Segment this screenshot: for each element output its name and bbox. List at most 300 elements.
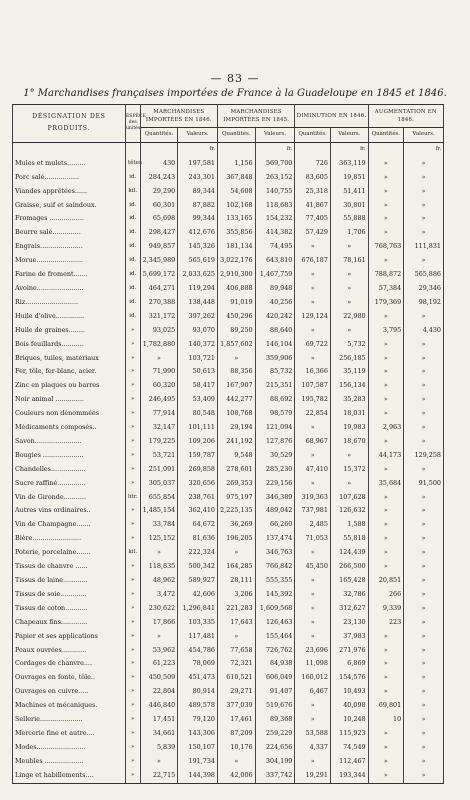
unit-cell: id. bbox=[125, 199, 140, 213]
value-cell: 975,197 bbox=[217, 491, 255, 505]
value-cell: 451,473 bbox=[178, 671, 218, 685]
value-cell: 1,609,568 bbox=[255, 602, 295, 616]
product-name-cell: Mercerie fine et autre.... bbox=[13, 727, 126, 741]
value-cell: 18,031 bbox=[330, 407, 368, 421]
value-cell: 89,344 bbox=[178, 185, 218, 199]
value-cell: 565,886 bbox=[404, 268, 444, 282]
value-cell: » bbox=[295, 713, 331, 727]
value-cell: 108,768 bbox=[217, 407, 255, 421]
unit-cell: » bbox=[125, 504, 140, 518]
value-cell: 229,156 bbox=[255, 477, 295, 491]
table-row bbox=[13, 185, 444, 199]
table-row bbox=[13, 324, 444, 338]
value-cell: 54,608 bbox=[217, 185, 255, 199]
value-cell: 99,344 bbox=[178, 212, 218, 226]
table-row bbox=[13, 769, 444, 783]
product-name-cell: Meubles ................... bbox=[13, 755, 126, 769]
value-cell: » bbox=[295, 574, 331, 588]
value-cell: » bbox=[295, 699, 331, 713]
value-cell: 65,698 bbox=[140, 212, 178, 226]
value-cell: 84,938 bbox=[255, 657, 295, 671]
value-cell: 223 bbox=[368, 616, 404, 630]
qty-header: Quantités. bbox=[368, 128, 404, 143]
value-cell: 346,389 bbox=[255, 491, 295, 505]
value-cell: 124,439 bbox=[330, 546, 368, 560]
value-cell: 337,742 bbox=[255, 769, 295, 783]
value-cell: 129,258 bbox=[404, 449, 444, 463]
value-cell: 140,372 bbox=[178, 338, 218, 352]
value-cell: 362,410 bbox=[178, 504, 218, 518]
value-cell: » bbox=[368, 741, 404, 755]
product-name-cell: Peaux ouvrées............ bbox=[13, 644, 126, 658]
unit-cell: » bbox=[125, 379, 140, 393]
value-cell: 102,168 bbox=[217, 199, 255, 213]
value-cell: 115,923 bbox=[330, 727, 368, 741]
value-cell: 125,152 bbox=[140, 532, 178, 546]
table-row bbox=[13, 644, 444, 658]
table-row bbox=[13, 171, 444, 185]
value-cell: 320,656 bbox=[178, 477, 218, 491]
table-row bbox=[13, 199, 444, 213]
value-cell: 30,801 bbox=[330, 199, 368, 213]
value-cell: » bbox=[404, 157, 444, 171]
value-cell: 4,430 bbox=[404, 324, 444, 338]
value-cell: 2,345,989 bbox=[140, 254, 178, 268]
value-cell: » bbox=[217, 546, 255, 560]
value-cell: 42,006 bbox=[217, 769, 255, 783]
value-cell: 154,232 bbox=[255, 212, 295, 226]
value-cell: » bbox=[404, 644, 444, 658]
value-cell: 321,172 bbox=[140, 310, 178, 324]
table-row bbox=[13, 532, 444, 546]
value-cell: 89,368 bbox=[255, 713, 295, 727]
unit-cell: id. bbox=[125, 296, 140, 310]
value-cell: 3,795 bbox=[368, 324, 404, 338]
value-cell: 259,229 bbox=[255, 727, 295, 741]
value-cell: 29,346 bbox=[404, 282, 444, 296]
value-cell: 256,185 bbox=[330, 352, 368, 366]
value-cell: 269,353 bbox=[217, 477, 255, 491]
value-cell: 367,848 bbox=[217, 171, 255, 185]
value-cell: 117,481 bbox=[178, 630, 218, 644]
product-name-cell: Fer, tôle, fer-blanc, acier. bbox=[13, 365, 126, 379]
value-cell: » bbox=[217, 630, 255, 644]
unit-cell: id. bbox=[125, 268, 140, 282]
value-cell: 103,721 bbox=[178, 352, 218, 366]
value-cell: 77,914 bbox=[140, 407, 178, 421]
value-cell: 224,656 bbox=[255, 741, 295, 755]
value-cell: » bbox=[404, 657, 444, 671]
value-cell: » bbox=[404, 518, 444, 532]
value-cell: 18,670 bbox=[330, 435, 368, 449]
value-cell: 222,324 bbox=[178, 546, 218, 560]
unit-cell: » bbox=[125, 741, 140, 755]
table-header-row bbox=[13, 105, 444, 128]
value-cell: 30,529 bbox=[255, 449, 295, 463]
table-row bbox=[13, 491, 444, 505]
value-cell: » bbox=[368, 352, 404, 366]
value-cell: » bbox=[295, 546, 331, 560]
value-cell: 150,107 bbox=[178, 741, 218, 755]
unit-cell: » bbox=[125, 449, 140, 463]
table-row bbox=[13, 157, 444, 171]
value-cell: 126,463 bbox=[255, 616, 295, 630]
unit-cell: » bbox=[125, 421, 140, 435]
value-cell: 450,296 bbox=[217, 310, 255, 324]
table-row bbox=[13, 741, 444, 755]
value-cell: » bbox=[404, 393, 444, 407]
table-row bbox=[13, 699, 444, 713]
value-cell: 41,867 bbox=[295, 199, 331, 213]
value-cell: 4,337 bbox=[295, 741, 331, 755]
value-cell: » bbox=[295, 477, 331, 491]
value-cell: 5,732 bbox=[330, 338, 368, 352]
product-name-cell: Engrais..................... bbox=[13, 240, 126, 254]
value-cell: 74,549 bbox=[330, 741, 368, 755]
table-row bbox=[13, 268, 444, 282]
value-cell: 93,070 bbox=[178, 324, 218, 338]
unit-cell: » bbox=[125, 574, 140, 588]
value-cell: » bbox=[404, 504, 444, 518]
table-row bbox=[13, 477, 444, 491]
value-cell: » bbox=[368, 560, 404, 574]
value-cell: » bbox=[404, 630, 444, 644]
value-cell: 6,869 bbox=[330, 657, 368, 671]
unit-cell: id. bbox=[125, 226, 140, 240]
value-cell: 22,854 bbox=[295, 407, 331, 421]
product-name-cell: Tissus de coton........... bbox=[13, 602, 126, 616]
value-cell: » bbox=[368, 504, 404, 518]
value-cell: 359,906 bbox=[255, 352, 295, 366]
value-cell: » bbox=[404, 435, 444, 449]
value-cell: 17,461 bbox=[217, 713, 255, 727]
unit-cell: » bbox=[125, 352, 140, 366]
table-row bbox=[13, 504, 444, 518]
table-row bbox=[13, 254, 444, 268]
group-header-1846: MARCHANDISES IMPORTÉES EN 1846. bbox=[140, 105, 217, 128]
product-name-cell: Ouvrages en fonte, tôle.. bbox=[13, 671, 126, 685]
value-cell: 606,049 bbox=[255, 671, 295, 685]
value-cell: 1,156 bbox=[217, 157, 255, 171]
unit-cell: » bbox=[125, 657, 140, 671]
product-name-cell: Bière........................ bbox=[13, 532, 126, 546]
value-cell: 737,981 bbox=[295, 504, 331, 518]
value-cell: 164,285 bbox=[217, 560, 255, 574]
table-row bbox=[13, 393, 444, 407]
table-row bbox=[13, 727, 444, 741]
value-cell: 101,111 bbox=[178, 421, 218, 435]
table-row bbox=[13, 379, 444, 393]
value-cell: » bbox=[330, 449, 368, 463]
import-table bbox=[12, 104, 444, 784]
value-cell: 144,398 bbox=[178, 769, 218, 783]
value-cell: 74,495 bbox=[255, 240, 295, 254]
value-cell: 91,407 bbox=[255, 685, 295, 699]
value-cell: 195,782 bbox=[295, 393, 331, 407]
value-cell: 22,715 bbox=[140, 769, 178, 783]
value-cell: 160,012 bbox=[295, 671, 331, 685]
unit-cell: » bbox=[125, 518, 140, 532]
value-cell: » bbox=[295, 755, 331, 769]
value-cell: 80,914 bbox=[178, 685, 218, 699]
value-cell: 66,260 bbox=[255, 518, 295, 532]
value-cell: 61,223 bbox=[140, 657, 178, 671]
value-cell: » bbox=[404, 421, 444, 435]
value-cell: 355,856 bbox=[217, 226, 255, 240]
value-cell: » bbox=[368, 226, 404, 240]
value-cell: 29,271 bbox=[217, 685, 255, 699]
value-cell: 17,643 bbox=[217, 616, 255, 630]
value-cell: » bbox=[404, 671, 444, 685]
value-cell: 87,209 bbox=[217, 727, 255, 741]
value-cell: » bbox=[368, 379, 404, 393]
value-cell: » bbox=[404, 365, 444, 379]
value-cell: » bbox=[368, 435, 404, 449]
product-name-cell: Huile d'olive.............. bbox=[13, 310, 126, 324]
value-cell: 77,658 bbox=[217, 644, 255, 658]
table-row bbox=[13, 755, 444, 769]
product-name-cell: Huile de graines........ bbox=[13, 324, 126, 338]
value-cell: 91,500 bbox=[404, 477, 444, 491]
value-cell: 454,786 bbox=[178, 644, 218, 658]
value-cell: 34,661 bbox=[140, 727, 178, 741]
product-name-cell: Sellerie..................... bbox=[13, 713, 126, 727]
value-cell: 363,119 bbox=[330, 157, 368, 171]
value-cell: » bbox=[368, 769, 404, 783]
value-cell: » bbox=[368, 365, 404, 379]
value-cell: 489,042 bbox=[255, 504, 295, 518]
unit-cell: » bbox=[125, 560, 140, 574]
value-cell: » bbox=[217, 352, 255, 366]
value-cell: » bbox=[368, 685, 404, 699]
value-cell: » bbox=[368, 518, 404, 532]
value-cell: » bbox=[404, 185, 444, 199]
unit-cell: » bbox=[125, 727, 140, 741]
value-cell: 312,627 bbox=[330, 602, 368, 616]
value-cell: 53,588 bbox=[295, 727, 331, 741]
value-cell: » bbox=[368, 310, 404, 324]
value-cell: 118,683 bbox=[255, 199, 295, 213]
value-cell: 676,187 bbox=[295, 254, 331, 268]
unit-cell: » bbox=[125, 671, 140, 685]
value-cell: 32,786 bbox=[330, 588, 368, 602]
group-header-augmentation: AUGMENTATION EN 1846. bbox=[368, 105, 443, 128]
value-cell: 1,467,759 bbox=[255, 268, 295, 282]
value-cell: » bbox=[404, 616, 444, 630]
value-cell: 215,351 bbox=[255, 379, 295, 393]
value-cell: 48,962 bbox=[140, 574, 178, 588]
value-cell: 500,342 bbox=[178, 560, 218, 574]
value-cell: » bbox=[404, 699, 444, 713]
value-cell: 278,601 bbox=[217, 463, 255, 477]
product-name-cell: Beurre salé.............. bbox=[13, 226, 126, 240]
value-cell: 319,363 bbox=[295, 491, 331, 505]
value-cell: 47,410 bbox=[295, 463, 331, 477]
value-cell: 55,888 bbox=[330, 212, 368, 226]
value-cell: 145,392 bbox=[255, 588, 295, 602]
value-cell: 2,225,135 bbox=[217, 504, 255, 518]
value-cell: » bbox=[330, 282, 368, 296]
value-cell: 36,269 bbox=[217, 518, 255, 532]
value-cell: 78,161 bbox=[330, 254, 368, 268]
product-name-cell: Chapeaux fins............. bbox=[13, 616, 126, 630]
value-cell: 238,761 bbox=[178, 491, 218, 505]
value-cell: » bbox=[217, 755, 255, 769]
value-cell: 44,173 bbox=[368, 449, 404, 463]
value-cell: 140,755 bbox=[255, 185, 295, 199]
value-cell: 19,291 bbox=[295, 769, 331, 783]
table-row bbox=[13, 338, 444, 352]
table-row bbox=[13, 588, 444, 602]
value-cell: 655,854 bbox=[140, 491, 178, 505]
value-cell: 156,134 bbox=[330, 379, 368, 393]
product-name-cell: Bois feuillards........... bbox=[13, 338, 126, 352]
value-cell: 145,326 bbox=[178, 240, 218, 254]
unit-cell: » bbox=[125, 616, 140, 630]
value-cell: 107,628 bbox=[330, 491, 368, 505]
product-name-cell: Farine de froment....... bbox=[13, 268, 126, 282]
value-cell: 64,672 bbox=[178, 518, 218, 532]
value-cell: » bbox=[404, 532, 444, 546]
value-cell: 129,124 bbox=[295, 310, 331, 324]
product-name-cell: Savon....................... bbox=[13, 435, 126, 449]
product-name-cell: Vin de Gironde........... bbox=[13, 491, 126, 505]
value-cell: 89,948 bbox=[255, 282, 295, 296]
product-name-cell: Chandelles................. bbox=[13, 463, 126, 477]
value-cell: 193,344 bbox=[330, 769, 368, 783]
qty-header: Quantités. bbox=[217, 128, 255, 143]
value-cell: 6,467 bbox=[295, 685, 331, 699]
value-cell: 2,963 bbox=[368, 421, 404, 435]
product-name-cell: Autres vins ordinaires.. bbox=[13, 504, 126, 518]
value-cell: 89,250 bbox=[217, 324, 255, 338]
group-header-diminution: DIMINUTION EN 1846. bbox=[295, 105, 368, 128]
table-row bbox=[13, 435, 444, 449]
value-cell: 121,094 bbox=[255, 421, 295, 435]
value-cell: » bbox=[404, 713, 444, 727]
value-cell: » bbox=[368, 644, 404, 658]
table-row bbox=[13, 296, 444, 310]
page-title: 1° Marchandises françaises importées de France à la Guadeloupe en 1845 et 1846. bbox=[23, 88, 447, 99]
qty-header: Quantités. bbox=[140, 128, 178, 143]
value-cell: 72,321 bbox=[217, 657, 255, 671]
product-name-cell: Sucre raffiné.............. bbox=[13, 477, 126, 491]
value-cell: 430 bbox=[140, 157, 178, 171]
value-cell: 88,692 bbox=[255, 393, 295, 407]
fr-label: fr. bbox=[255, 142, 295, 156]
product-name-cell: Noir animal .............. bbox=[13, 393, 126, 407]
value-cell: 118,835 bbox=[140, 560, 178, 574]
unit-cell: » bbox=[125, 630, 140, 644]
espece-header: ESPÈCE des unités. bbox=[125, 105, 140, 143]
value-cell: 155,464 bbox=[255, 630, 295, 644]
table-row bbox=[13, 630, 444, 644]
value-cell: » bbox=[295, 630, 331, 644]
value-cell: 5,699,172 bbox=[140, 268, 178, 282]
value-cell: 16,366 bbox=[295, 365, 331, 379]
value-cell: 179,369 bbox=[368, 296, 404, 310]
unit-cell: id. bbox=[125, 171, 140, 185]
value-cell: 191,734 bbox=[178, 755, 218, 769]
value-cell: 726,762 bbox=[255, 644, 295, 658]
value-cell: 271,976 bbox=[330, 644, 368, 658]
unit-cell: » bbox=[125, 699, 140, 713]
value-cell: 406,888 bbox=[217, 282, 255, 296]
table-row bbox=[13, 671, 444, 685]
unit-cell: » bbox=[125, 324, 140, 338]
page-number: — 83 — bbox=[210, 72, 260, 85]
value-cell: » bbox=[368, 157, 404, 171]
unit-cell: » bbox=[125, 769, 140, 783]
value-cell: 1,782,880 bbox=[140, 338, 178, 352]
value-cell: » bbox=[404, 407, 444, 421]
designation-header: DÉSIGNATION DES PRODUITS. bbox=[13, 105, 126, 143]
value-cell: 57,384 bbox=[368, 282, 404, 296]
value-cell: 60,301 bbox=[140, 199, 178, 213]
table-row bbox=[13, 560, 444, 574]
value-cell: » bbox=[295, 602, 331, 616]
value-cell: 159,787 bbox=[178, 449, 218, 463]
value-cell: 93,025 bbox=[140, 324, 178, 338]
fr-label: fr. bbox=[404, 142, 444, 156]
value-cell: 87,882 bbox=[178, 199, 218, 213]
value-cell: 464,271 bbox=[140, 282, 178, 296]
value-cell: 143,306 bbox=[178, 727, 218, 741]
value-cell: 80,548 bbox=[178, 407, 218, 421]
product-name-cell: Bougies .................... bbox=[13, 449, 126, 463]
unit-cell: » bbox=[125, 365, 140, 379]
value-cell: » bbox=[368, 532, 404, 546]
value-cell: 270,388 bbox=[140, 296, 178, 310]
product-name-cell: Mules et mulets......... bbox=[13, 157, 126, 171]
value-cell: » bbox=[368, 407, 404, 421]
value-cell: 569,700 bbox=[255, 157, 295, 171]
value-cell: 397,262 bbox=[178, 310, 218, 324]
value-cell: 25,318 bbox=[295, 185, 331, 199]
value-cell: » bbox=[330, 268, 368, 282]
value-cell: 126,632 bbox=[330, 504, 368, 518]
value-cell: » bbox=[368, 254, 404, 268]
value-cell: 766,842 bbox=[255, 560, 295, 574]
value-cell: 412,676 bbox=[178, 226, 218, 240]
product-name-cell: Graisse, suif et saindoux. bbox=[13, 199, 126, 213]
value-cell: 40,098 bbox=[330, 699, 368, 713]
value-cell: 33,784 bbox=[140, 518, 178, 532]
value-cell: 3,022,176 bbox=[217, 254, 255, 268]
value-cell: 285,230 bbox=[255, 463, 295, 477]
value-cell: 79,120 bbox=[178, 713, 218, 727]
value-cell: » bbox=[404, 560, 444, 574]
value-cell: 29,290 bbox=[140, 185, 178, 199]
value-cell: 22,980 bbox=[330, 310, 368, 324]
value-cell: » bbox=[368, 630, 404, 644]
val-header: Valeurs. bbox=[178, 128, 218, 143]
value-cell: 555,355 bbox=[255, 574, 295, 588]
table-row bbox=[13, 282, 444, 296]
unit-cell: » bbox=[125, 713, 140, 727]
value-cell: 85,732 bbox=[255, 365, 295, 379]
value-cell: 15,372 bbox=[330, 463, 368, 477]
value-cell: 3,206 bbox=[217, 588, 255, 602]
qty-header: Quantités. bbox=[295, 128, 331, 143]
value-cell: » bbox=[140, 352, 178, 366]
unit-cell: » bbox=[125, 755, 140, 769]
value-cell: 37,983 bbox=[330, 630, 368, 644]
table-row bbox=[13, 421, 444, 435]
value-cell: 91,019 bbox=[217, 296, 255, 310]
unit-cell: » bbox=[125, 532, 140, 546]
value-cell: » bbox=[368, 171, 404, 185]
